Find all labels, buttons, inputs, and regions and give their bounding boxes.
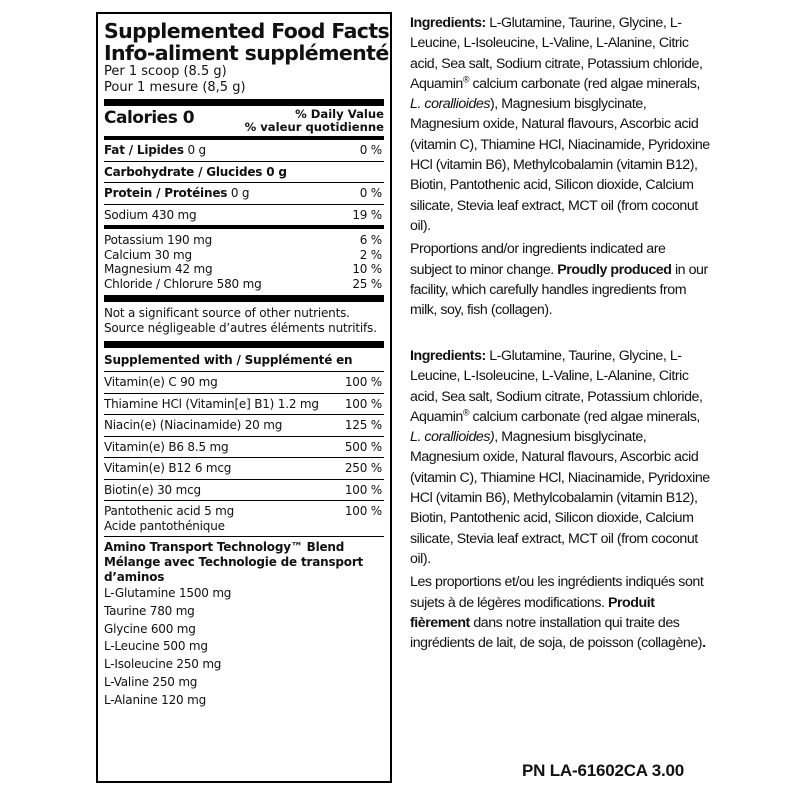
calories-label: Calories 0 (104, 108, 195, 128)
note-part: dans notre installation qui traite des ingrédients de lait, de soja, de poisson (collagène) (410, 614, 703, 652)
mineral-label: Chloride / Chlorure 580 mg (104, 276, 262, 291)
mineral-pct: 25 % (352, 276, 382, 291)
amino-item: L-Isoleucine 250 mg (104, 657, 222, 672)
serving-size-fr: Pour 1 mesure (8,5 g) (104, 80, 246, 95)
protein-pct: 0 % (359, 186, 382, 200)
pantothenic-pct: 100 % (344, 504, 382, 518)
ingredients-column (410, 13, 710, 653)
mineral-label: Potassium 190 mg (104, 233, 212, 247)
serving-size-en: Per 1 scoop (8.5 g) (104, 64, 227, 79)
daily-value-fr: % valeur quotidienne (244, 120, 384, 134)
divider-thick (104, 99, 384, 106)
footnote-en: Not a significant source of other nutrients. (104, 306, 350, 320)
supplemented-header: Supplemented with / Supplémenté en (104, 353, 353, 367)
vitamin-row (104, 394, 384, 415)
note-part: Proportions and/or ingredients indicated are subject to minor change. (410, 241, 666, 278)
mineral-label: Calcium 30 mg (104, 247, 192, 262)
sodium-label: Sodium 430 mg (104, 207, 197, 222)
ingredients-label: Ingredients: (410, 15, 486, 31)
part-number: PN LA-61602CA 3.00 (522, 761, 685, 780)
vitamin-label: Thiamine HCl (Vitamin[e] B1) 1.2 mg (104, 396, 319, 411)
blend-title-fr-2: d’aminos (104, 570, 165, 584)
vitamin-pct: 500 % (344, 439, 382, 454)
amino-item: L-Leucine 500 mg (104, 639, 208, 654)
ingredients-text-en (410, 13, 710, 236)
ingredients-species: L. corallioides (410, 96, 490, 113)
facts-title-fr: Info-aliment supplémenté (104, 41, 389, 65)
note-bold: Produit fièrement (410, 594, 655, 631)
pantothenic-label: Pantothenic acid 5 mg (104, 504, 235, 518)
pantothenic-row (104, 501, 384, 536)
note-end: . (702, 635, 706, 652)
minerals-group (104, 229, 384, 295)
ingredients-part: L-Glutamine, Taurine, Glycine, L-Leucine, L-Isoleucine, L-Valine, L-Alanine, Citric acid, Sea salt, Sodium citrate, Potassium chloride, Aquamin (410, 348, 703, 425)
amino-item: Taurine 780 mg (104, 603, 195, 618)
blend-title-en: Amino Transport Technology™ Blend (104, 540, 345, 554)
vitamin-label: Vitamin(e) B6 8.5 mg (104, 439, 229, 454)
sodium-pct: 19 % (352, 207, 382, 222)
allergen-note-fr (410, 572, 710, 653)
mineral-row (104, 248, 384, 263)
protein-label: Protein / Protéines (104, 186, 228, 200)
fat-row (104, 140, 384, 161)
mineral-pct: 2 % (359, 247, 382, 262)
ingredients-part: calcium carbonate (red algae minerals, (469, 75, 700, 92)
footnote-fr: Source négligeable d’autres éléments nutritifs. (104, 321, 377, 335)
vitamin-label: Vitamin(e) C 90 mg (104, 375, 218, 389)
blend-title-fr: Mélange avec Technologie de transport (104, 555, 364, 569)
fat-label: Fat / Lipides (104, 143, 184, 157)
mineral-label: Magnesium 42 mg (104, 262, 213, 276)
carbohydrate-label: Carbohydrate / Glucides 0 g (104, 164, 287, 179)
mineral-pct: 10 % (352, 262, 382, 276)
amino-list (104, 585, 384, 710)
vitamin-pct: 250 % (344, 461, 382, 475)
divider-thick (104, 295, 384, 302)
note-bold: Proudly produced (557, 261, 672, 278)
ingredients-part: L-Glutamine, Taurine, Glycine, L-Leucine, L-Isoleucine, L-Valine, L-Alanine, Citric acid, Sea salt, Sodium citrate, Potassium chloride, Aquamin (410, 15, 703, 92)
ingredients-part: , Magnesium bisglycinate, Magnesium oxide, Natural flavours, Ascorbic acid (vitamin C), Thiamine HCl, Niacinamide, Pyridoxine HCl (vitamin B6), Methylcobalamin (vitamin B12), Biotin, Pantothenic acid, Silicon dioxide, Calcium silicate, Stevia leaf extract, MCT oil (from coconut oil). (410, 429, 710, 567)
nutrition-facts-panel (96, 12, 392, 783)
blend-title (104, 537, 384, 585)
protein-row (104, 183, 384, 204)
mineral-row (104, 233, 384, 248)
vitamin-row (104, 415, 384, 436)
ingredients-species: L. corallioides) (410, 429, 495, 446)
vitamin-pct: 100 % (344, 375, 382, 389)
ingredients-label: Ingredients: (410, 348, 486, 364)
amino-item: L-Alanine 120 mg (104, 692, 207, 707)
ingredients-part: calcium carbonate (red algae minerals, (469, 408, 700, 425)
calories-row (104, 106, 384, 136)
amino-item: Glycine 600 mg (104, 621, 196, 636)
vitamin-row (104, 437, 384, 458)
fat-pct: 0 % (359, 143, 382, 157)
vitamin-pct: 100 % (344, 396, 382, 411)
vitamin-pct: 100 % (344, 482, 382, 497)
footnote (104, 302, 384, 341)
amino-item: L-Valine 250 mg (104, 674, 198, 689)
protein-amount: 0 g (230, 186, 250, 200)
vitamin-label: Niacin(e) (Niacinamide) 20 mg (104, 418, 283, 432)
registered-mark: ® (462, 407, 470, 418)
vitamin-row (104, 372, 384, 393)
fat-amount: 0 g (187, 143, 206, 157)
daily-value-en: % Daily Value (295, 107, 384, 121)
facts-title-en: Supplemented Food Facts (104, 19, 390, 43)
daily-value-header (245, 108, 384, 134)
pantothenic-label-fr: Acide pantothénique (104, 518, 225, 533)
note-part: in our facility, which carefully handles ingredients from milk, soy, fish (collagen). (410, 261, 708, 319)
ingredients-block-en (410, 13, 710, 346)
mineral-pct: 6 % (359, 233, 382, 247)
ingredients-part: ), Magnesium bisglycinate, Magnesium oxide, Natural flavours, Ascorbic acid (vitamin C), Thiamine HCl, Niacinamide, Pyridoxine HCl (vitamin B6), Methylcobalamin (vitamin B12), Biotin, Pantothenic acid, Silicon dioxide, Calcium silicate, Stevia leaf extract, MCT oil (from coconut oil). (410, 96, 710, 234)
mineral-row (104, 262, 384, 277)
mineral-row (104, 277, 384, 292)
amino-item: L-Glutamine 1500 mg (104, 586, 232, 600)
sodium-row (104, 205, 384, 226)
ingredients-block-fr (410, 346, 710, 653)
vitamin-pct: 125 % (344, 418, 382, 432)
allergen-note-en (410, 239, 710, 320)
vitamin-label: Vitamin(e) B12 6 mcg (104, 461, 232, 475)
vitamin-label: Biotin(e) 30 mcg (104, 482, 201, 497)
vitamin-row (104, 458, 384, 479)
pantothenic-line (104, 504, 384, 519)
registered-mark: ® (462, 74, 470, 85)
vitamin-row (104, 480, 384, 501)
pantothenic-line-fr (104, 519, 384, 534)
note-part: Les proportions et/ou les ingrédients indiqués sont sujets à de légères modifications. (410, 574, 704, 611)
ingredients-text-fr (410, 346, 710, 569)
divider-thick (104, 341, 384, 348)
carbohydrate-row (104, 162, 384, 183)
